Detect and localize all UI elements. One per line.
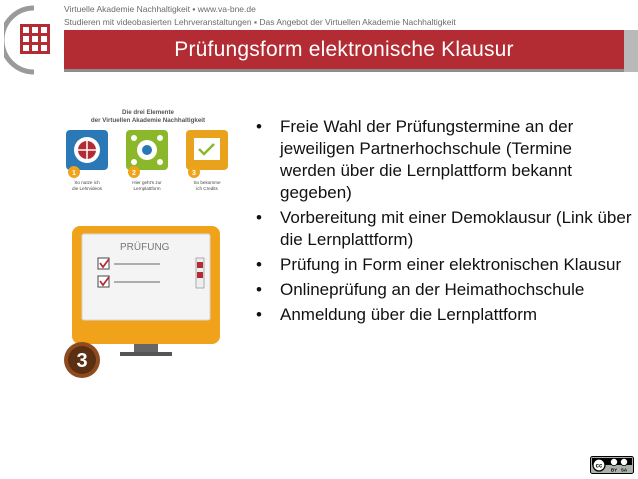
bullet-list	[252, 116, 632, 329]
header-line-1: Virtuelle Akademie Nachhaltigkeit ▪ www.va-bne.de	[64, 4, 256, 14]
caption-videos: So nutze ich	[74, 180, 100, 185]
bullet-text: Anmeldung über die Lernplattform	[280, 305, 538, 324]
caption-platform: Hier geht's zur	[132, 180, 162, 185]
bullet-text: Onlineprüfung an der Heimathochschule	[280, 280, 585, 299]
slide-title: Prüfungsform elektronische Klausur	[174, 37, 514, 61]
bullet-text: Freie Wahl der Prüfungstermine an der jeweiligen Partnerhochschule (Termine werden über die Lernplattform bekannt gegeben)	[280, 117, 574, 202]
bullet-text: Prüfung in Form einer elektronischen Klausur	[280, 255, 622, 274]
bullet-item	[252, 304, 632, 326]
exam-monitor-icon	[72, 226, 220, 356]
bullet-item	[252, 116, 632, 204]
svg-text:SA: SA	[620, 467, 628, 473]
caption-platform-2: Lernplattform	[133, 186, 161, 191]
screen-label: PRÜFUNG	[120, 242, 170, 253]
svg-text:cc: cc	[595, 463, 603, 470]
bullet-dot-icon: •	[256, 255, 262, 274]
bullet-dot-icon: •	[256, 305, 262, 324]
svg-text:BY: BY	[610, 467, 618, 473]
caption-credits-2: ich Credits	[196, 186, 218, 191]
bullet-text: Vorbereitung mit einer Demoklausur (Link über die Lernplattform)	[280, 208, 632, 249]
element-credits-icon	[186, 130, 228, 178]
header-line-2: Studieren mit videobasierten Lehrveranstaltungen ▪ Das Angebot der Virtuellen Akademie Nachhaltigkeit	[64, 17, 456, 27]
step-number: 3	[76, 350, 88, 372]
bullet-dot-icon: •	[256, 208, 262, 227]
caption-videos-2: die Lehrvideos	[72, 186, 102, 191]
caption-credits: So bekomme	[193, 180, 221, 185]
title-bar-edge	[624, 30, 638, 72]
element-videos-icon	[66, 130, 108, 178]
svg-text:2: 2	[132, 170, 136, 177]
illustration-title: Die drei Elemente	[122, 109, 174, 116]
step-number-badge	[64, 342, 100, 378]
svg-text:3: 3	[192, 170, 196, 177]
slide-title-bar	[64, 30, 624, 72]
element-platform-icon	[126, 130, 168, 178]
bullet-dot-icon: •	[256, 280, 262, 299]
bullet-dot-icon: •	[256, 117, 262, 136]
cc-license-icon	[590, 456, 634, 474]
bullet-item	[252, 254, 632, 276]
svg-text:1: 1	[72, 170, 76, 177]
exam-illustration	[60, 104, 236, 390]
bullet-item	[252, 207, 632, 251]
va-logo-icon	[4, 2, 60, 78]
bullet-item	[252, 279, 632, 301]
illustration-title-line2: der Virtuellen Akademie Nachhaltigkeit	[90, 117, 206, 124]
